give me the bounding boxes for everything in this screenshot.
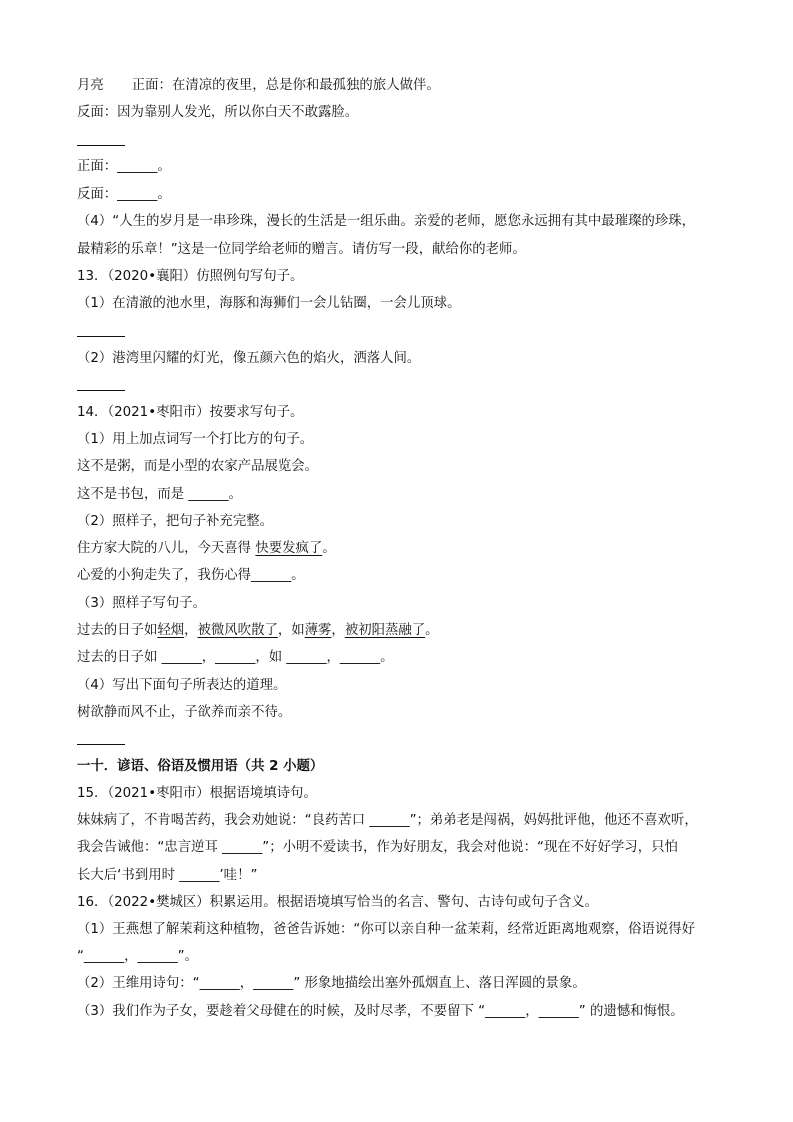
question-15-text-1: 妹妹病了，不肯喝苦药，我会劝她说：“良药苦口 ______”；弟弟老是闯祸，妈妈批评他，他还不喜欢听， — [77, 813, 698, 828]
underlined-phrase: 轻烟 — [157, 623, 185, 638]
question-15-heading: 15．（2021•枣阳市）根据语境填诗句。 — [77, 786, 317, 801]
question-14-3-blank: 过去的日子如 ______，______，如 ______，______。 — [77, 650, 394, 665]
question-4-text-cont: 最精彩的乐章！”这是一位同学给老师的赠言。请仿写一段，献给你的老师。 — [77, 242, 526, 257]
underlined-phrase: 薄雾 — [304, 623, 332, 638]
question-16-2: （2）王维用诗句：“______，______” 形象地描绘出塞外孤烟直上、落日浑圆的景象。 — [77, 976, 586, 991]
underlined-phrase: 被初阳蒸融了 — [344, 623, 426, 638]
question-13-heading: 13．（2020•襄阳）仿照例句写句子。 — [77, 269, 304, 284]
question-14-2: （2）照样子，把句子补充完整。 — [77, 514, 273, 529]
example-front-text: 正面：在清凉的夜里，总是你和最孤独的旅人做伴。 — [131, 78, 440, 93]
question-13-2: （2）港湾里闪耀的灯光，像五颜六色的焰火，洒落人间。 — [77, 351, 421, 366]
back-blank-line: 反面：______。 — [77, 187, 171, 202]
example-moon-front — [77, 76, 727, 96]
answer-line — [77, 390, 125, 391]
question-16-1-blank: “______，______”。 — [77, 949, 198, 964]
answer-line — [77, 145, 125, 146]
question-4-text: （4）“人生的岁月是一串珍珠，漫长的生活是一组乐曲。亲爱的老师，愿您永远拥有其中最璀璨的珍珠， — [77, 214, 696, 229]
question-14-1: （1）用上加点词写一个打比方的句子。 — [77, 432, 314, 447]
question-16-1: （1）王燕想了解茉莉这种植物，爸爸告诉她：“你可以亲自种一盆茉莉，经常近距离地观察，俗语说得好 — [77, 922, 696, 937]
question-14-4-sentence: 树欲静而风不止，子欲养而亲不待。 — [77, 705, 292, 720]
question-15-text-2: 我会告诫他：“忠言逆耳 ______”；小明不爱读书，作为好朋友，我会对他说：“现在不好好学习，只怕 — [77, 840, 678, 855]
question-14-1-example: 这不是粥，而是小型的农家产品展览会。 — [77, 459, 319, 474]
underlined-phrase: 被微风吹散了 — [197, 623, 278, 638]
underlined-phrase: 快要发疯了 — [255, 541, 323, 556]
question-13-1: （1）在清澈的池水里，海豚和海狮们一会儿钻圈，一会儿顶球。 — [77, 296, 461, 311]
question-15-text-3: 长大后‘书到用时 ______’哇！” — [77, 868, 258, 883]
section-heading-10: 一十．谚语、俗语及惯用语（共 2 小题） — [77, 759, 324, 774]
front-blank-line: 正面：______。 — [77, 159, 171, 174]
question-14-4: （4）写出下面句子所表达的道理。 — [77, 678, 287, 693]
question-16-3: （3）我们作为子女，要趁着父母健在的时候，及时尽孝，不要留下 “______，______” 的遗憾和悔恨。 — [77, 1004, 684, 1019]
question-14-2-example: 住方家大院的八儿，今天喜得 快要发疯了。 — [77, 541, 336, 556]
question-14-1-blank: 这不是书包，而是 ______。 — [77, 487, 242, 502]
question-16-heading: 16．（2022•樊城区）积累运用。根据语境填写恰当的名言、警句、古诗句或句子含义。 — [77, 895, 598, 910]
example-moon-back: 反面：因为靠别人发光，所以你白天不敢露脸。 — [77, 105, 359, 120]
answer-line — [77, 336, 125, 337]
example-subject: 月亮 — [77, 78, 104, 93]
question-14-heading: 14．（2021•枣阳市）按要求写句子。 — [77, 405, 304, 420]
answer-line — [77, 744, 125, 745]
question-14-2-blank: 心爱的小狗走失了，我伤心得______。 — [77, 568, 305, 583]
question-14-3-example: 过去的日子如轻烟，被微风吹散了，如薄雾，被初阳蒸融了。 — [77, 623, 439, 638]
question-14-3: （3）照样子写句子。 — [77, 596, 207, 611]
